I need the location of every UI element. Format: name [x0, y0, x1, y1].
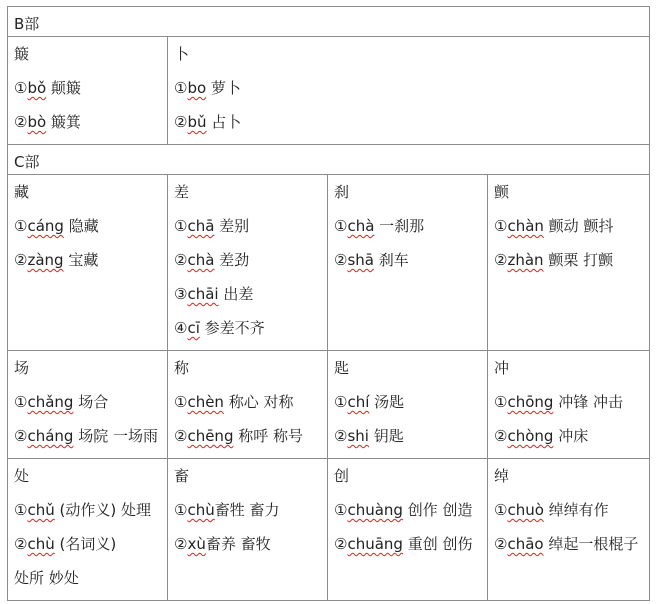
char-heading: 簸 [14, 45, 30, 63]
section-title: B部 [8, 7, 650, 37]
char-cell-cang: 藏 ①cáng 隐藏 ②zàng 宝藏 [8, 175, 168, 351]
pinyin: bo [187, 79, 207, 97]
char-cell-chuang: 创 ①chuàng 创作 创造 ②chuāng 重创 创伤 [328, 459, 488, 601]
char-cell-sha: 刹 ①chà 一刹那 ②shā 刹车 [328, 175, 488, 351]
char-cell-bu [168, 37, 650, 145]
char-cell-cheng: 称 ①chèn 称心 对称 ②chēng 称呼 称号 [168, 351, 328, 459]
reading-line: ②bò 簸箕 [14, 113, 81, 131]
char-cell-cha: 差 ①chā 差别 ②chà 差劲 ③chāi 出差 ④cī 参差不齐 [168, 175, 328, 351]
reading-line: ②chù (名词义) [14, 535, 117, 553]
reading-line: ②zhàn 颤栗 打颤 [494, 251, 614, 269]
reading-line: ①cáng 隐藏 [14, 217, 99, 235]
reading-line: ④cī 参差不齐 [174, 319, 265, 337]
reading-line: ①chí 汤匙 [334, 393, 405, 411]
reading-line: ①chà 一刹那 [334, 217, 425, 235]
reading-line: ②chà 差劲 [174, 251, 250, 269]
reading-line: ①chàn 颤动 颤抖 [494, 217, 614, 235]
reading-line: ②cháng 场院 一场雨 [14, 427, 158, 445]
table-row [8, 37, 650, 145]
reading-line: ①bǒ 颠簸 [14, 79, 81, 97]
reading-line: ②chòng 冲床 [494, 427, 589, 445]
polyphonic-character-table [7, 6, 650, 601]
reading-line: ②bǔ 占卜 [174, 113, 242, 131]
char-cell-chong: 冲 ①chōng 冲锋 冲击 ②chòng 冲床 [488, 351, 650, 459]
reading-line: ①bo 萝卜 [174, 79, 241, 97]
reading-line: ②xù畜养 畜牧 [174, 535, 271, 553]
reading-line: ②chēng 称呼 称号 [174, 427, 304, 445]
reading-line: 处所 妙处 [14, 569, 79, 587]
reading-line: ③chāi 出差 [174, 285, 254, 303]
table-row [8, 351, 650, 459]
reading-line: ①chǎng 场合 [14, 393, 109, 411]
char-cell-chu-xu: 畜 ①chù畜牲 畜力 ②xù畜养 畜牧 [168, 459, 328, 601]
reading-line: ②chāo 绰起一根棍子 [494, 535, 639, 553]
char-heading: 卜 [174, 45, 190, 63]
section-row-b [8, 7, 650, 37]
char-cell-chi: 匙 ①chí 汤匙 ②shi 钥匙 [328, 351, 488, 459]
pinyin: bǒ [27, 79, 47, 97]
reading-line: ①chù畜牲 畜力 [174, 501, 280, 519]
reading-line: ①chǔ (动作义) 处理 [14, 501, 151, 519]
reading-line: ①chā 差别 [174, 217, 250, 235]
char-cell-chan: 颤 ①chàn 颤动 颤抖 ②zhàn 颤栗 打颤 [488, 175, 650, 351]
section-row-c [8, 145, 650, 175]
pinyin: bǔ [187, 113, 207, 131]
char-cell-chu: 处 ①chǔ (动作义) 处理 ②chù (名词义) 处所 妙处 [8, 459, 168, 601]
reading-line: ①chuàng 创作 创造 [334, 501, 473, 519]
reading-line: ②chuāng 重创 创伤 [334, 535, 473, 553]
reading-line: ②shi 钥匙 [334, 427, 404, 445]
reading-line: ②zàng 宝藏 [14, 251, 99, 269]
reading-line: ①chōng 冲锋 冲击 [494, 393, 623, 411]
table-row [8, 459, 650, 601]
char-cell-chang: 场 ①chǎng 场合 ②cháng 场院 一场雨 [8, 351, 168, 459]
char-cell-bo [8, 37, 168, 145]
pinyin: bò [27, 113, 47, 131]
char-cell-chuo: 绰 ①chuò 绰绰有作 ②chāo 绰起一根棍子 [488, 459, 650, 601]
reading-line: ①chèn 称心 对称 [174, 393, 294, 411]
section-title: C部 [8, 145, 650, 175]
table-row [8, 175, 650, 351]
reading-line: ②shā 刹车 [334, 251, 409, 269]
reading-line: ①chuò 绰绰有作 [494, 501, 609, 519]
